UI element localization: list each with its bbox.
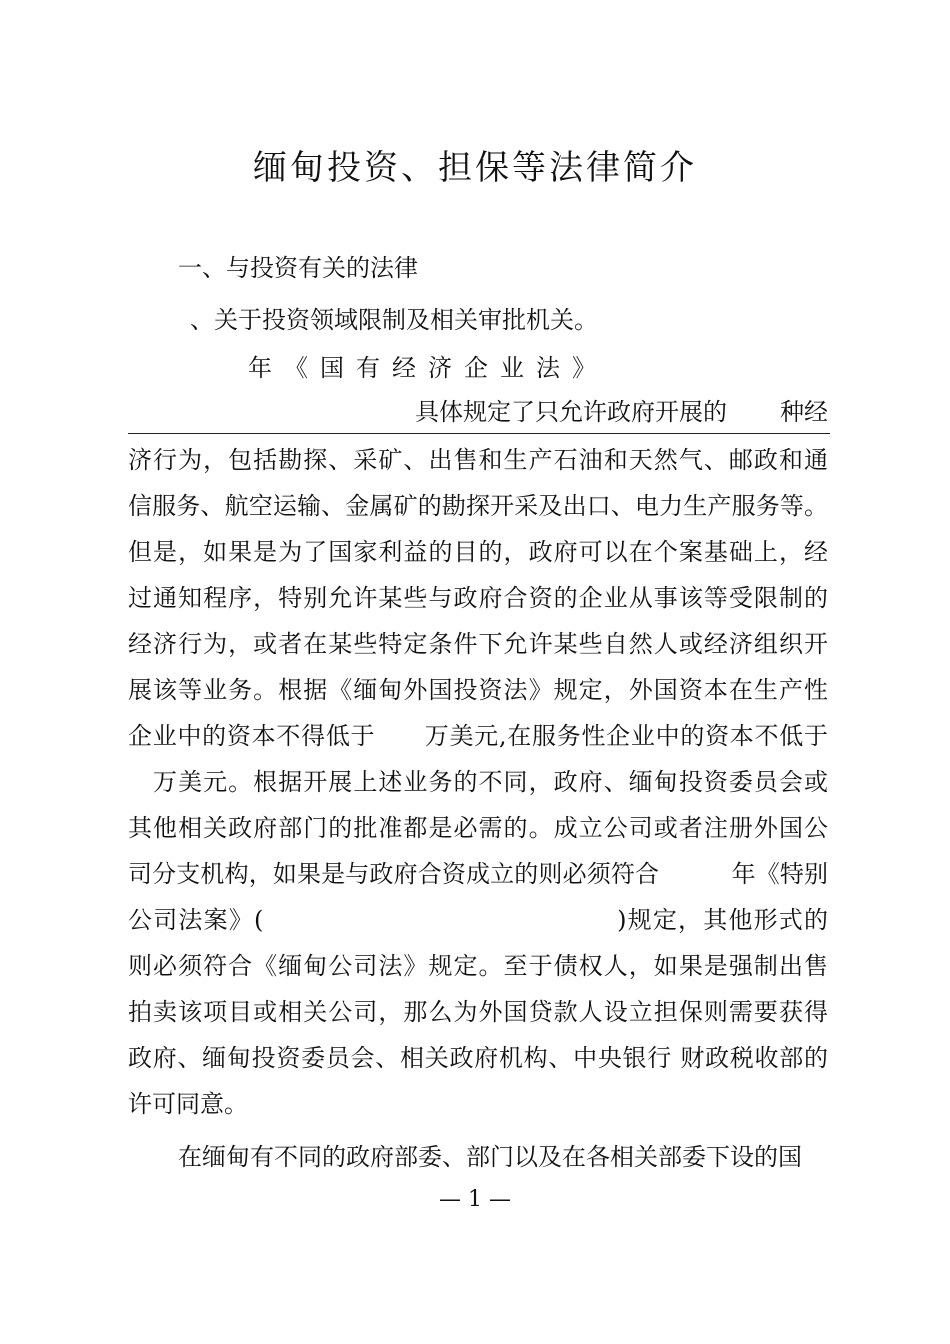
paragraph-line: 但是，如果是为了国家利益的目的，政府可以在个案基础上，经 [128,538,828,566]
law-heading: 年《国有经济企业法》 [248,354,608,382]
paragraph-line: 司分支机构，如果是与政府合资成立的则必须符合 年《特别 [128,860,828,888]
paragraph-line: 济行为，包括勘探、采矿、出售和生产石油和天然气、邮政和通 [128,446,828,474]
paragraph-line: 经济行为，或者在某些特定条件下允许某些自然人或经济组织开 [128,630,828,658]
section-heading: 一、与投资有关的法律 [178,254,418,282]
paragraph-line: 万美元。根据开展上述业务的不同，政府、缅甸投资委员会或 [128,768,828,796]
paragraph-line: 企业中的资本不得低于 万美元,在服务性企业中的资本不低于 [128,722,828,750]
subsection-heading: 、关于投资领域限制及相关审批机关。 [190,306,598,334]
intro-line-right: 种经 [780,398,828,426]
intro-line-left: 具体规定了只允许政府开展的 [415,398,727,426]
paragraph-line: 过通知程序，特别允许某些与政府合资的企业从事该等受限制的 [128,584,828,612]
paragraph-line: 展该等业务。根据《缅甸外国投资法》规定，外国资本在生产性 [128,676,828,704]
paragraph-line: 其他相关政府部门的批准都是必需的。成立公司或者注册外国公 [128,814,828,842]
next-paragraph-start: 在缅甸有不同的政府部委、部门以及在各相关部委下设的国 [178,1143,802,1171]
paragraph-line: 政府、缅甸投资委员会、相关政府机构、中央银行 财政税收部的 [128,1044,828,1072]
horizontal-rule [128,433,830,434]
paragraph-line: 拍卖该项目或相关公司，那么为外国贷款人设立担保则需要获得 [128,998,828,1026]
paragraph-line: 则必须符合《缅甸公司法》规定。至于债权人，如果是强制出售 [128,952,828,980]
document-title: 缅甸投资、担保等法律简介 [253,148,697,188]
paragraph-last-line: 许可同意。 [128,1090,248,1118]
page-number: — 1 — [439,1187,511,1212]
paragraph-line: 信服务、航空运输、金属矿的勘探开采及出口、电力生产服务等。 [128,492,828,520]
paragraph-body [128,437,828,1127]
paragraph-line: 公司法案》( )规定，其他形式的 [128,906,828,934]
